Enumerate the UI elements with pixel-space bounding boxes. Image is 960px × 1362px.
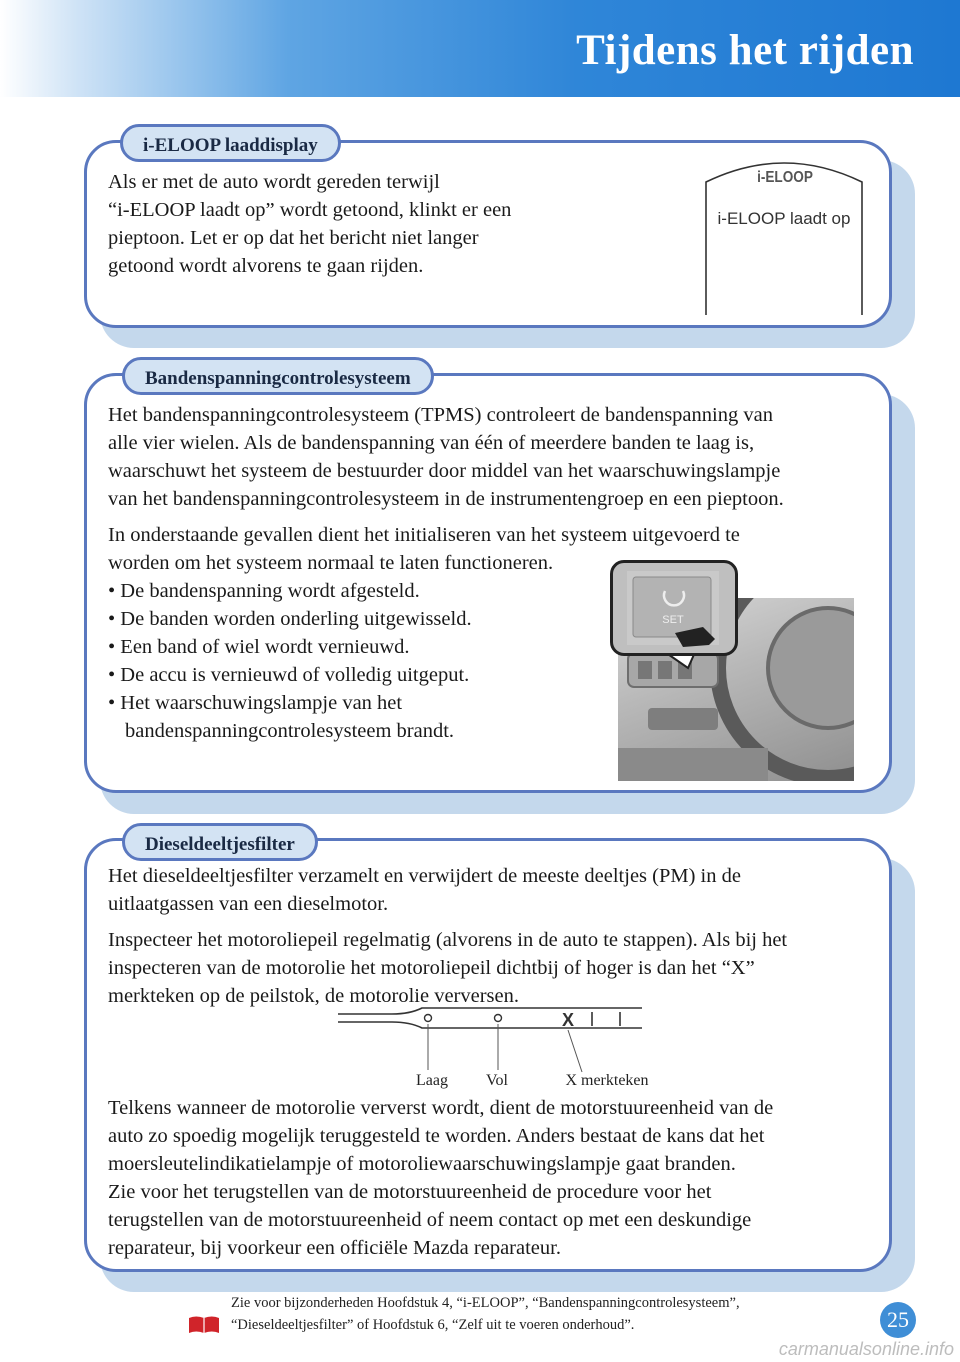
- text-line: van het bandenspanningcontrolesysteem in de instrumentengroep en een pieptoon.: [108, 488, 784, 510]
- ieloop-display-message: i-ELOOP laadt op: [717, 209, 851, 228]
- dipstick-low-mark: [425, 1015, 432, 1022]
- text-line: terugstellen van de motorstuureenheid of neem contact op met een deskundige: [108, 1209, 752, 1231]
- text-line: auto zo spoedig mogelijk teruggesteld te worden. Anders bestaat de kans dat het: [108, 1125, 765, 1147]
- text-line: getoond wordt alvorens te gaan rijden.: [108, 255, 424, 277]
- dipstick-diagram: [330, 1000, 670, 1095]
- list-item: • Het waarschuwingslampje van het: [108, 692, 403, 714]
- dpf-text-top: [108, 862, 878, 1010]
- page-number: 25: [880, 1302, 916, 1338]
- ieloop-section-tab: i-ELOOP laaddisplay: [120, 124, 341, 162]
- text-line: inspecteren van de motorolie het motoroliepeil dichtbij of hoger is dan het “X”: [108, 957, 755, 979]
- text-line: moersleutelindikatielampje of motoroliewaarschuwingslampje gaat branden.: [108, 1153, 736, 1175]
- text-line: uitlaatgassen van een dieselmotor.: [108, 893, 389, 915]
- text-line: In onderstaande gevallen dient het initialiseren van het systeem uitgevoerd te: [108, 524, 740, 546]
- dpf-text-bottom: [108, 1094, 878, 1262]
- text-line: alle vier wielen. Als de bandenspanning van één of meerdere banden te laag is,: [108, 432, 755, 454]
- dpf-section-tab: Dieseldeeltjesfilter: [122, 823, 318, 861]
- text-line: Als er met de auto wordt gereden terwijl: [108, 171, 440, 193]
- page-title: Tijdens het rijden: [576, 27, 914, 74]
- text-line: reparateur, bij voorkeur een officiële Mazda reparateur.: [108, 1237, 561, 1259]
- text-line: “Dieseldeeltjesfilter” of Hoofdstuk 6, “Zelf uit te voeren onderhoud”.: [231, 1317, 635, 1333]
- text-line: waarschuwt het systeem de bestuurder door middel van het waarschuwingslampje: [108, 460, 781, 482]
- set-button-label: SET: [662, 614, 684, 626]
- dipstick-label-low: Laag: [416, 1072, 448, 1089]
- text-line: Zie voor bijzonderheden Hoofdstuk 4, “i-ELOOP”, “Bandenspanningcontrolesysteem”,: [231, 1295, 740, 1311]
- dipstick-label-x: X merkteken: [565, 1072, 649, 1089]
- list-item: • De accu is vernieuwd of volledig uitgeput.: [108, 664, 470, 686]
- list-item-continuation: bandenspanningcontrolesysteem brandt.: [125, 720, 455, 742]
- text-line: Het bandenspanningcontrolesysteem (TPMS) controleert de bandenspanning van: [108, 404, 773, 426]
- dipstick-label-full: Vol: [486, 1072, 508, 1089]
- watermark: carmanualsonline.info: [778, 1339, 954, 1359]
- list-item: • De banden worden onderling uitgewisseld.: [108, 608, 472, 630]
- text-line: merkteken op de peilstok, de motorolie verversen.: [108, 985, 520, 1007]
- reference-note: [231, 1292, 740, 1336]
- text-line: “i-ELOOP laadt op” wordt getoond, klinkt er een: [108, 199, 512, 221]
- book-icon: [187, 1314, 221, 1334]
- dipstick-full-mark: [495, 1015, 502, 1022]
- text-line: worden om het systeem normaal te laten functioneren.: [108, 552, 554, 574]
- page-header: [0, 0, 960, 97]
- tpms-section-tab: Bandenspanningcontrolesysteem: [122, 357, 434, 395]
- dipstick-x-mark: X: [561, 1010, 575, 1030]
- ieloop-display-illustration: [700, 152, 870, 317]
- list-item: • Een band of wiel wordt vernieuwd.: [108, 636, 410, 658]
- tpms-button-zoom: [610, 560, 738, 656]
- text-line: Zie voor het terugstellen van de motorstuureenheid de procedure voor het: [108, 1181, 712, 1203]
- ieloop-text: [108, 168, 588, 280]
- text-line: pieptoon. Let er op dat het bericht niet langer: [108, 227, 479, 249]
- ieloop-display-logo: i-ELOOP: [757, 169, 813, 187]
- text-line: Inspecteer het motoroliepeil regelmatig (alvorens in de auto te stappen). Als bij het: [108, 929, 788, 951]
- text-line: Het dieseldeeltjesfilter verzamelt en verwijdert de meeste deeltjes (PM) in de: [108, 865, 741, 887]
- text-line: Telkens wanneer de motorolie ververst wordt, dient de motorstuureenheid van de: [108, 1097, 774, 1119]
- list-item: • De bandenspanning wordt afgesteld.: [108, 580, 420, 602]
